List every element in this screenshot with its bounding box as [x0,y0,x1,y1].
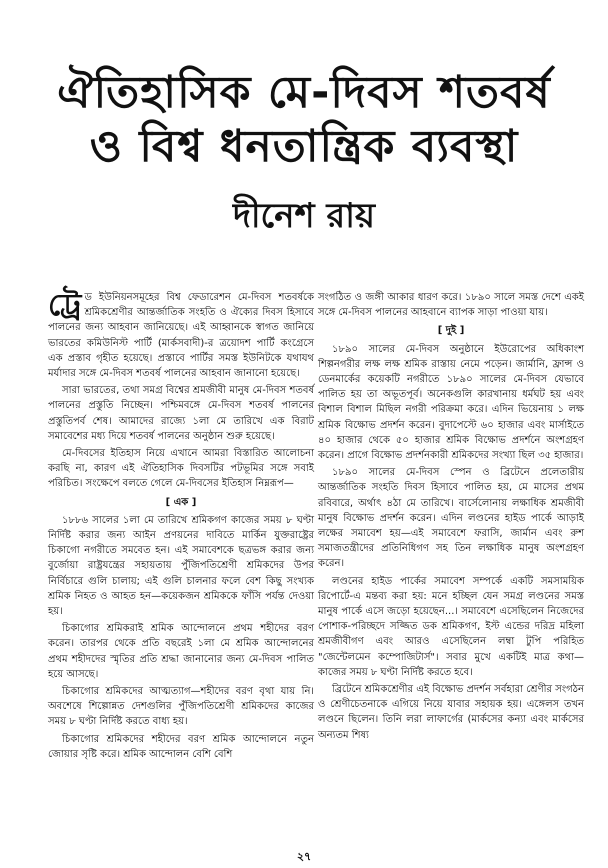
paragraph: চিকাগোর শ্রমিকরাই শ্রমিক আন্দোলনে প্রথম শহীদের বরণ করেন। তারপর থেকে প্রতি বছরেই ১লা মে শ্রমিক আন্দোলনের প্রথম শহীদদের স্মৃতির প্রতি শ্রদ্ধা জানানোর জন্য মে-দিবস পালিত হয়ে আসছে। [48,623,314,680]
paragraph: সারা ভারতের, তথা সমগ্র বিশ্বের শ্রমজীবী মানুষ মে-দিবস শতবর্ষ পালনের প্রস্তুতি নিচ্ছেন। পশ্চিমবঙ্গে মে-দিবস শতবর্ষ পালনের প্রস্তুতিপর্ব শেষ। আমাদের রাজ্যে ১লা মে তারিখে এক বিরাট সমাবেশের মধ্য দিয়ে শতবর্ষ পালনের অনুষ্ঠান শুরু হয়েছে। [48,385,314,442]
paragraph [48,290,314,381]
page-number: ২৭ [296,850,312,863]
section-heading: [ এক ] [165,496,197,508]
left-column [48,290,314,764]
right-column [318,290,584,745]
paragraph: চিকাগোর শ্রমিকদের আত্মত্যাগ—শহীদের বরণ বৃথা যায় নি। অবশেষে শিল্পোন্নত দেশগুলির পুঁজিপতিশ্রেণী শ্রমিকদের কাজের সময় ৮ ঘণ্টা নির্দিষ্ট করতে বাধ্য হয়। [48,686,314,728]
paragraph: ১৮৮৬ সালের ১লা মে তারিখে শ্রমিকগণ কাজের সময় ৮ ঘণ্টা নির্দিষ্ট করার জন্য আইন প্রণয়নের দাবিতে মার্কিন যুক্তরাষ্ট্রের চিকাগো নগরীতে সমবেত হন। এই সমাবেশকে ছত্রভঙ্গ করার জন্য বুর্জোয়া রাষ্ট্রযন্ত্রের সহায়তায় পুঁজিপতিশ্রেণী শ্রমিকদের উপর নির্বিচারে গুলি চালায়; এই গুলি চালনার ফলে বেশ কিছু সংখ্যক শ্রমিক নিহত ও আহত হন—কয়েকজন শ্রমিককে ফাঁসি পর্যন্ত দেওয়া হয়। [48,514,314,618]
paragraph: ব্রিটেনে শ্রমিকশ্রেণীর এই বিক্ষোভ প্রদর্শন সর্বহারা শ্রেণীর সংগঠন ও শ্রেণীচেতনাকে এগিয়ে নিয়ে যাবার সহায়ক হয়। এঙ্গেলস তখন লণ্ডনে ছিলেন। তিনি লরা লাফার্গের (মার্কসের কন্যা এবং মার্কসের অন্যতম শিষ্য [318,684,584,741]
paragraph: লণ্ডনের হাইড পার্কের সমাবেশ সম্পর্কে একটি সমসাময়িক রিপোর্টে-এ মন্তব্য করা হয়: মনে হচ্ছিল যেন সমগ্র লণ্ডনের সমস্ত মানুষ পার্কে এসে জড়ো হয়েছেন...। সমাবেশে এসেছিলেন নিজেদের পোশাক-পরিচ্ছদে সজ্জিত ডক শ্রমিকগণ, ইস্ট এন্ডের দরিদ্র মহিলা শ্রমজীবীগণ এবং আরও এসেছিলেন লম্বা টুপি পরিহিত "জেন্টেলমেন কম্পোজিটার্স"। সবার মুখে একটিই মাত্র কথা—কাজের সময় ৮ ঘণ্টা নির্দিষ্ট করতে হবে। [318,575,584,678]
article-title-line-2: ও বিশ্ব ধনতান্ত্রিক ব্যবস্থা [89,121,519,172]
paragraph: ১৮৯০ সালের মে-দিবস অনুষ্ঠানে ইউরোপের অধিকাংশ শিল্পনগরীর লক্ষ লক্ষ শ্রমিক রাস্তায় নেমে পড়েন। জার্মানি, ফ্রান্স ও ডেনমার্কের কয়েকটি নগরীতে ১৮৯০ সালের মে-দিবস যেভাবে পালিত হয় তা অভূতপূর্ব। অনেকগুলি কারখানায় ধর্মঘট হয় এবং বিশাল বিশাল মিছিল নগরী পরিক্রমা করে। এদিন ভিয়েনায় ১ লক্ষ শ্রমিক বিক্ষোভ প্রদর্শন করেন। বুদাপেস্টে ৬০ হাজার এবং মার্সাইতে ৪০ হাজার থেকে ৫০ হাজার শ্রমিক বিক্ষোভ প্রদর্শনে অংশগ্রহণ করেন। প্রাগে বিক্ষোভ প্রদর্শনকারী শ্রমিকদের সংখ্যা ছিল ৩৫ হাজার। [318,343,584,462]
article-title-line-1: ঐতিহাসিক মে-দিবস শতবর্ষ [57,67,551,118]
section-heading: [ দুই ] [437,325,465,337]
paragraph: সংগঠিত ও জঙ্গী আকার ধারণ করে। ১৮৯০ সালে সমস্ত দেশে একই সঙ্গে মে-দিবস পালনের আহবানে ব্যাপক সাড়া পাওয়া যায়। [318,292,584,319]
paragraph-text: ড ইউনিয়নসমূহের বিশ্ব ফেডারেশন মে-দিবস শতবর্ষকে শ্রমিকশ্রেণীর আন্তর্জাতিক সংহতি ও ঐক্যের দিবস হিসাবে পালনের জন্য আহবান জানিয়েছে। এই আহ্বানকে স্বাগত জানিয়ে ভারতের কমিউনিস্ট পার্টি (মার্কসবাদী)-র ত্রয়োদশ পার্টি কংগ্রেসে এক প্রস্তাব গৃহীত হয়েছে। প্রস্তাবে পার্টির সমস্ত ইউনিটকে যথাযথ মর্যাদার সঙ্গে মে-দিবস শতবর্ষ পালনের আহবান জানানো হয়েছে। [48,292,314,380]
paragraph: মে-দিবসের ইতিহাস নিয়ে এখানে আমরা বিস্তারিত আলোচনা করছি না, কারণ এই ঐতিহাসিক দিবসটির পটভূমির সঙ্গে সবাই পরিচিত। সংক্ষেপে বলতে গেলে মে-দিবসের ইতিহাস নিম্নরূপ— [48,448,314,490]
drop-cap: ট্রে [48,288,82,323]
author-name: দীনেশ রায় [232,196,376,236]
paragraph: ১৮৯০ সালের মে-দিবস স্পেন ও ব্রিটেনে প্রলেতারীয় আন্তর্জাতিক সংহতি দিবস হিসাবে পালিত হয়, মে মাসের প্রথম রবিবারে, অর্থাৎ ৪ঠা মে তারিখে। বার্সেলোনায় লক্ষাধিক শ্রমজীবী মানুষ বিক্ষোভ প্রদর্শন করেন। এদিন লণ্ডনের হাইড পার্কে আড়াই লক্ষের সমাবেশ হয়—এই সমাবেশে ফরাসি, জার্মান এবং রুশ সমাজতন্ত্রীদের প্রতিনিধিগণ সহ তিন লক্ষাধিক মানুষ অংশগ্রহণ করেন। [318,467,584,570]
paragraph: চিকাগোর শ্রমিকদের শহীদের বরণ শ্রমিক আন্দোলনে নতুন জোয়ার সৃষ্টি করে। শ্রমিক আন্দোলন বেশি বেশি [48,733,314,760]
